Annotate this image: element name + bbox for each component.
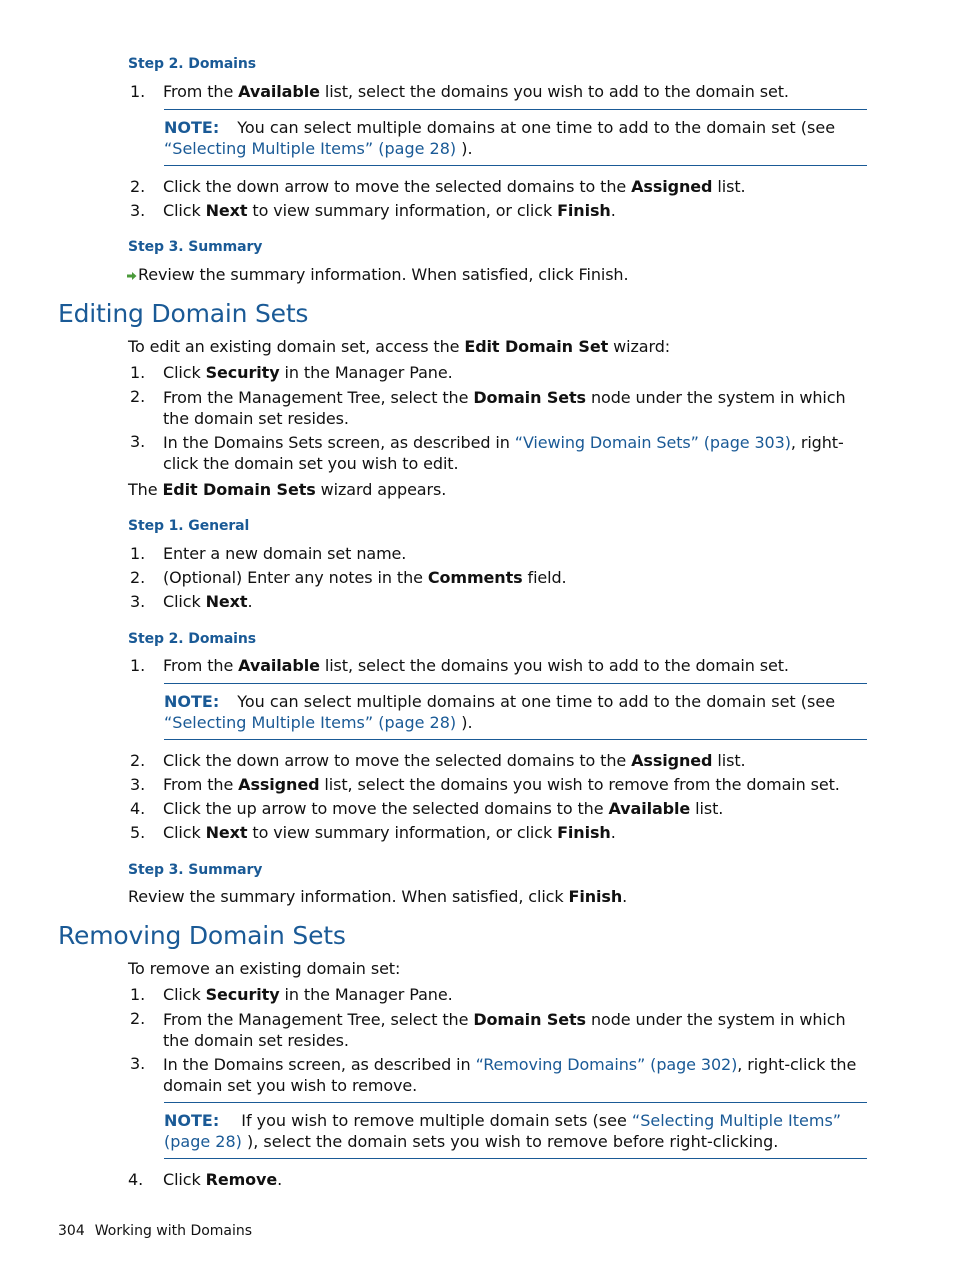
- selecting-multiple-items-link[interactable]: “Selecting Multiple Items” (page 28): [164, 713, 457, 732]
- editing-domain-sets-heading: Editing Domain Sets: [58, 299, 309, 328]
- step-2-domains-heading: Step 2. Domains: [128, 631, 256, 647]
- viewing-domain-sets-link[interactable]: “Viewing Domain Sets” (page 303): [514, 433, 791, 452]
- wizard-appears-text: The Edit Domain Sets wizard appears.: [128, 480, 447, 499]
- step-3-summary-heading: Step 3. Summary: [128, 862, 263, 878]
- arrow-right-icon: [127, 271, 137, 281]
- step-1-general-heading: Step 1. General: [128, 518, 250, 534]
- page-number: 304: [58, 1223, 85, 1239]
- note-label: NOTE:: [164, 692, 220, 711]
- summary-text: Review the summary information. When satisfied, click Finish.: [127, 265, 628, 285]
- summary-text: Review the summary information. When satisfied, click Finish.: [128, 887, 628, 906]
- note-box: NOTE: You can select multiple domains at one time to add to the domain set (see “Selecting Multiple Items” (page 28) ).: [164, 109, 867, 166]
- note-box: NOTE: You can select multiple domains at one time to add to the domain set (see “Selecting Multiple Items” (page 28) ).: [164, 683, 867, 740]
- edit-intro: To edit an existing domain set, access the Edit Domain Set wizard:: [128, 337, 671, 356]
- note-box: NOTE: If you wish to remove multiple domain sets (see “Selecting Multiple Items” (page 28) ), select the domain sets you wish to remove before right-clicking.: [164, 1102, 867, 1159]
- selecting-multiple-items-link[interactable]: “Selecting Multiple Items” (page 28): [164, 1111, 842, 1151]
- removing-domain-sets-heading: Removing Domain Sets: [58, 921, 346, 950]
- removing-domains-link[interactable]: “Removing Domains” (page 302): [475, 1055, 738, 1074]
- note-label: NOTE:: [164, 118, 220, 137]
- remove-intro: To remove an existing domain set:: [128, 959, 401, 978]
- page-footer: [58, 1223, 252, 1239]
- note-label: NOTE:: [164, 1111, 220, 1130]
- chapter-title: Working with Domains: [94, 1223, 253, 1239]
- step-3-summary-heading: Step 3. Summary: [128, 239, 263, 255]
- selecting-multiple-items-link[interactable]: “Selecting Multiple Items” (page 28): [164, 139, 457, 158]
- step-2-domains-heading: Step 2. Domains: [128, 56, 256, 72]
